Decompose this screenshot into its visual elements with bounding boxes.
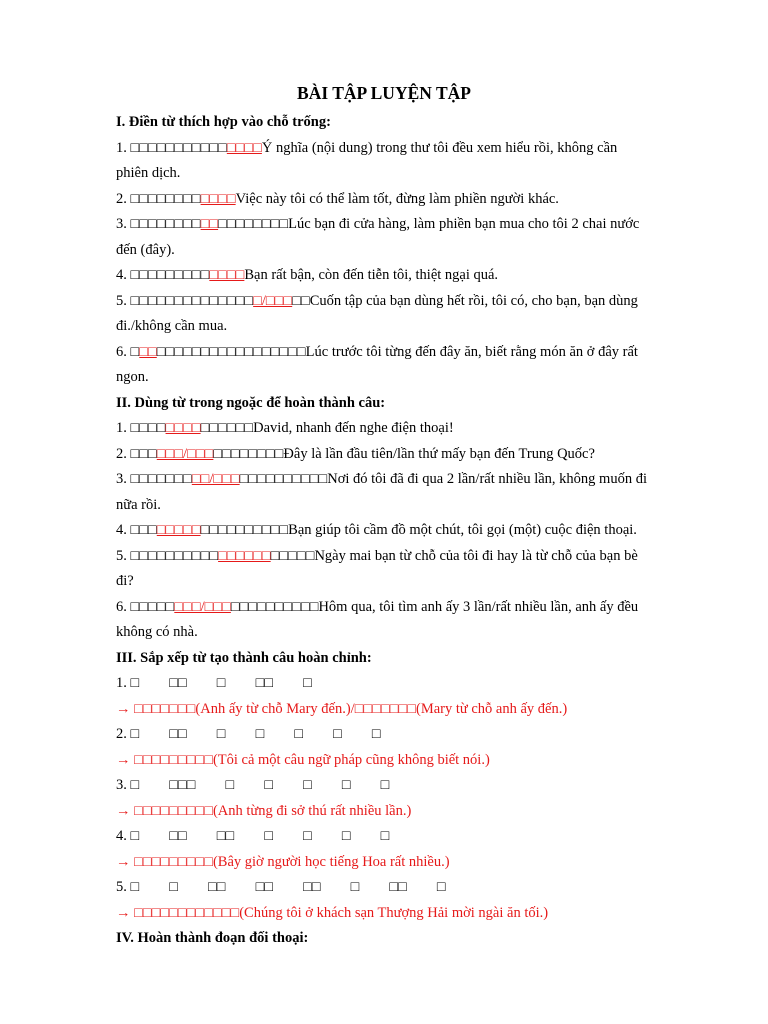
word-token: □ xyxy=(294,726,304,742)
word-token: □ xyxy=(371,726,381,742)
word-token: □ xyxy=(264,777,274,793)
word-token: □ xyxy=(169,879,179,895)
item-prefix: □□□□□□□□□ xyxy=(130,267,210,283)
word-token: □ xyxy=(264,828,274,844)
item-suffix: □□□□□□□□□□□□□□□□□Lúc trước tôi từng đến đây ăn, biết rằng món ăn ở đây rất ngon. xyxy=(116,343,638,385)
exercise-item xyxy=(116,544,652,595)
exercise-item xyxy=(116,289,652,340)
word-token: □□ xyxy=(389,879,407,895)
item-suffix: □□□□□□□□Đây là lần đầu tiên/lần thứ mấy bạn đến Trung Quốc? xyxy=(213,445,595,462)
section-heading: II. Dùng từ trong ngoặc để hoàn thành câu: xyxy=(116,394,386,411)
word-token: □ xyxy=(130,726,140,742)
item-prefix: □□□□□□□ xyxy=(130,471,192,487)
item-prefix: □ xyxy=(130,343,140,360)
word-row xyxy=(116,824,652,850)
word-token: □□ xyxy=(169,675,187,691)
section-heading: III. Sắp xếp từ tạo thành câu hoàn chỉnh: xyxy=(116,649,372,666)
item-answer: □□/□□□ xyxy=(191,471,240,487)
word-token: □□ xyxy=(303,879,321,895)
item-suffix: Việc này tôi có thể làm tốt, đừng làm phiền người khác. xyxy=(235,190,559,207)
item-number: 6. xyxy=(116,343,127,360)
section-3 xyxy=(116,646,652,927)
word-token: □□ xyxy=(216,828,235,844)
word-token: □ xyxy=(341,777,351,793)
section-heading: I. Điền từ thích hợp vào chỗ trống: xyxy=(116,114,331,130)
exercise-item xyxy=(116,416,652,442)
word-token: □□ xyxy=(255,879,274,895)
item-number: 5. xyxy=(116,879,127,895)
item-suffix: □□□□□□David, nhanh đến nghe điện thoại! xyxy=(200,420,454,436)
word-token: □ xyxy=(341,828,351,844)
item-number: 3. xyxy=(116,471,127,487)
item-number: 4. xyxy=(116,828,127,844)
word-token: □ xyxy=(130,828,140,844)
word-token: □ xyxy=(130,879,140,895)
word-token: □ xyxy=(303,828,312,844)
word-token: □ xyxy=(436,879,446,895)
exercise-item xyxy=(116,340,652,391)
answer-line: → □□□□□□□□□(Bây giờ người học tiếng Hoa rất nhiều.) xyxy=(116,853,450,870)
page-title: BÀI TẬP LUYỆN TẬP xyxy=(297,83,471,103)
item-prefix: □□□□□□□□□□□ xyxy=(130,139,227,156)
item-number: 1. xyxy=(116,420,127,436)
item-suffix: □□□□□□□□□□Bạn giúp tôi cầm đồ một chút, tôi gọi (một) cuộc điện thoại. xyxy=(200,522,637,538)
item-answer: □□ xyxy=(139,343,157,360)
item-answer: □□□□ xyxy=(226,139,262,156)
item-answer: □□□□ xyxy=(165,420,201,436)
exercise-item xyxy=(116,212,652,263)
word-token: □□□ xyxy=(169,777,196,793)
exercise-item xyxy=(116,518,652,544)
exercise-item xyxy=(116,263,652,289)
item-prefix: □□□□□□□□ xyxy=(130,216,201,232)
word-token: □ xyxy=(303,675,312,691)
word-token: □ xyxy=(255,726,265,742)
word-token: □□ xyxy=(169,726,187,742)
word-row xyxy=(116,671,652,697)
item-prefix: □□□□ xyxy=(130,420,166,436)
item-prefix: □□□□□□□□ xyxy=(130,190,201,207)
word-token: □□ xyxy=(169,828,187,844)
word-token: □ xyxy=(130,675,140,691)
exercise-item xyxy=(116,467,652,518)
item-answer: □□□□□ xyxy=(156,522,201,538)
item-prefix: □□□□□□□□□□□□□□ xyxy=(130,292,254,309)
exercise-item xyxy=(116,187,652,213)
answer-line: → □□□□□□□□□(Anh từng đi sở thú rất nhiều lần.) xyxy=(116,802,412,819)
item-number: 1. xyxy=(116,139,127,156)
item-prefix: □□□ xyxy=(130,522,157,538)
word-row xyxy=(116,773,652,799)
word-token: □ xyxy=(303,777,312,793)
exercise-item xyxy=(116,136,652,187)
item-suffix: □□□□□□□□Lúc bạn đi cửa hàng, làm phiền bạn mua cho tôi 2 chai nước đến (đây). xyxy=(116,216,640,258)
word-token: □ xyxy=(380,777,390,793)
word-token: □ xyxy=(380,828,390,844)
item-number: 3. xyxy=(116,216,127,232)
item-prefix: □□□ xyxy=(130,445,157,462)
section-4-heading: IV. Hoàn thành đoạn đối thoại: xyxy=(116,930,309,946)
word-token: □□ xyxy=(208,879,226,895)
item-number: 5. xyxy=(116,547,127,564)
word-row xyxy=(116,722,652,748)
exercise-item xyxy=(116,595,652,646)
item-number: 4. xyxy=(116,522,127,538)
item-suffix: □□□□□□□□□□Nơi đó tôi đã đi qua 2 lần/rất nhiều lần, không muốn đi nữa rồi. xyxy=(116,471,647,513)
answer-line: → □□□□□□□(Anh ấy từ chỗ Mary đến.)/□□□□□□□(Mary từ chỗ anh ấy đến.) xyxy=(116,700,568,717)
exercise-item xyxy=(116,442,652,468)
item-number: 4. xyxy=(116,267,127,283)
item-answer: □/□□□ xyxy=(253,292,293,309)
item-answer: □□□/□□□ xyxy=(174,598,231,615)
word-row xyxy=(116,875,652,901)
item-suffix: □□□□□Ngày mai bạn từ chỗ của tôi đi hay là từ chỗ của bạn bè đi? xyxy=(116,547,638,589)
item-number: 6. xyxy=(116,598,127,615)
word-token: □□ xyxy=(255,675,274,691)
item-answer: □□□□ xyxy=(200,190,236,207)
word-token: □ xyxy=(333,726,342,742)
section-2 xyxy=(116,391,652,646)
word-token: □ xyxy=(350,879,360,895)
answer-line: → □□□□□□□□□□□□(Chúng tôi ở khách sạn Thượng Hải mời ngài ăn tối.) xyxy=(116,904,549,921)
item-prefix: □□□□□□□□□□ xyxy=(130,547,219,564)
word-token: □ xyxy=(216,726,226,742)
item-suffix: □□□□□□□□□□Hôm qua, tôi tìm anh ấy 3 lần/rất nhiều lần, anh ấy đều không có nhà. xyxy=(116,598,639,640)
word-token: □ xyxy=(225,777,235,793)
item-number: 3. xyxy=(116,777,127,793)
item-number: 1. xyxy=(116,675,127,691)
item-answer: □□□/□□□ xyxy=(156,445,214,462)
item-suffix: Bạn rất bận, còn đến tiễn tôi, thiệt ngại quá. xyxy=(244,267,499,283)
section-1 xyxy=(116,110,652,391)
answer-line: → □□□□□□□□□(Tôi cả một câu ngữ pháp cũng không biết nói.) xyxy=(116,751,490,768)
item-answer: □□□□ xyxy=(209,267,245,283)
item-answer: □□ xyxy=(200,216,219,232)
item-suffix: □□Cuốn tập của bạn dùng hết rồi, tôi có, cho bạn, bạn dùng đi./không cần mua. xyxy=(116,292,638,334)
item-number: 2. xyxy=(116,190,127,207)
item-suffix: Ý nghĩa (nội dung) trong thư tôi đều xem hiểu rồi, không cần phiên dịch. xyxy=(116,139,618,181)
item-number: 2. xyxy=(116,445,127,462)
item-number: 5. xyxy=(116,292,127,309)
item-prefix: □□□□□ xyxy=(130,598,175,615)
word-token: □ xyxy=(130,777,140,793)
item-number: 2. xyxy=(116,726,127,742)
word-token: □ xyxy=(216,675,226,691)
item-answer: □□□□□□ xyxy=(218,547,271,564)
